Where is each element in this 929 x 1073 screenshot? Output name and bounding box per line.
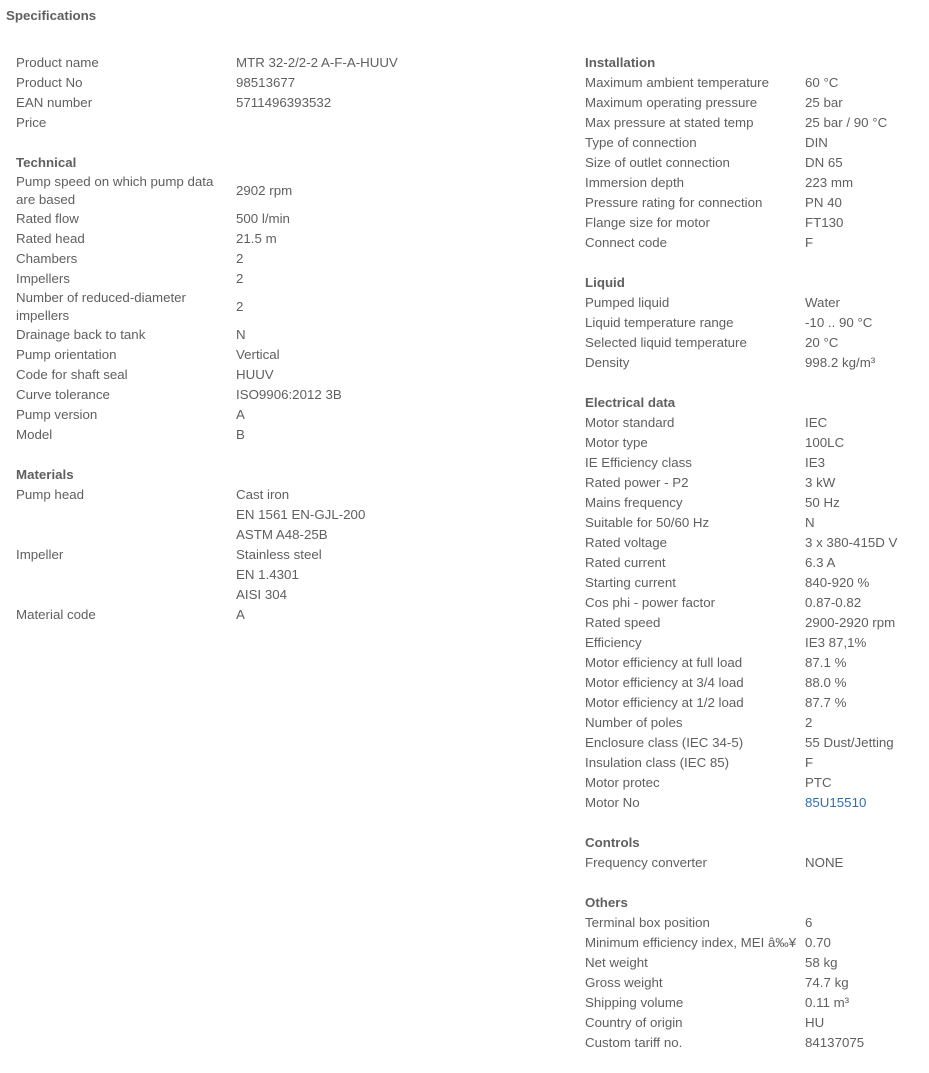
spec-value: ISO9906:2012 3B: [236, 387, 342, 402]
spec-row: [585, 233, 925, 253]
section-title-liquid: Liquid: [585, 275, 625, 290]
spec-label: Rated power - P2: [585, 475, 689, 490]
spec-value: 20 °C: [805, 335, 839, 350]
spec-value: PN 40: [805, 195, 842, 210]
spec-value: 98513677: [236, 75, 296, 90]
spec-row: [585, 573, 925, 593]
spec-row: [16, 365, 556, 385]
spec-label: Chambers: [16, 251, 78, 266]
spec-value: A: [236, 607, 245, 622]
spec-row: [16, 405, 556, 425]
spec-label: Pump orientation: [16, 347, 117, 362]
spec-row: [585, 993, 925, 1013]
spec-value: 3 kW: [805, 475, 836, 490]
right-column: [585, 53, 925, 1073]
spec-label: Motor protec: [585, 775, 660, 790]
spec-label: Rated speed: [585, 615, 661, 630]
spec-label: Motor standard: [585, 415, 675, 430]
spec-row: [585, 113, 925, 133]
spec-value: 55 Dust/Jetting: [805, 735, 894, 750]
spec-value: N: [805, 515, 815, 530]
spec-row: [585, 513, 925, 533]
spec-label: Connect code: [585, 235, 668, 250]
section-title-technical: Technical: [16, 155, 77, 170]
spec-label: Liquid temperature range: [585, 315, 734, 330]
liquid-section: [585, 273, 925, 373]
spec-value: PTC: [805, 775, 832, 790]
spec-row: [16, 605, 556, 625]
section-title-materials: Materials: [16, 467, 74, 482]
spec-row: [585, 153, 925, 173]
spec-label: Material code: [16, 607, 96, 622]
spec-row: [585, 713, 925, 733]
spec-value: 50 Hz: [805, 495, 840, 510]
spec-row: [16, 173, 556, 209]
spec-row: [585, 853, 925, 873]
spec-row: [585, 653, 925, 673]
spec-row: [585, 473, 925, 493]
spec-row: [585, 593, 925, 613]
spec-label: Terminal box position: [585, 915, 710, 930]
spec-row: [585, 213, 925, 233]
spec-value: MTR 32-2/2-2 A-F-A-HUUV: [236, 55, 398, 70]
spec-row: [585, 953, 925, 973]
others-section: [585, 893, 925, 1053]
spec-label: Price: [16, 115, 47, 130]
spec-row: [585, 173, 925, 193]
spec-row: [16, 249, 556, 269]
spec-value: Vertical: [236, 347, 280, 362]
spec-value: IE3 87,1%: [805, 635, 867, 650]
spec-row: [16, 229, 556, 249]
spec-label: Code for shaft seal: [16, 367, 128, 382]
spec-label: Size of outlet connection: [585, 155, 730, 170]
spec-label: Flange size for motor: [585, 215, 710, 230]
spec-label: Selected liquid temperature: [585, 335, 747, 350]
spec-value: IEC: [805, 415, 828, 430]
spec-row: [585, 633, 925, 653]
spec-label: Motor efficiency at 1/2 load: [585, 695, 744, 710]
spec-label: Immersion depth: [585, 175, 685, 190]
spec-row: [585, 1033, 925, 1053]
spec-label: Product No: [16, 75, 83, 90]
spec-label: Impellers: [16, 271, 70, 286]
spec-label: Rated head: [16, 231, 85, 246]
page-title: Specifications: [6, 8, 97, 23]
spec-label: EAN number: [16, 95, 93, 110]
spec-label: Impeller: [16, 547, 64, 562]
spec-row: [16, 565, 556, 585]
spec-row: [585, 93, 925, 113]
spec-row: [585, 673, 925, 693]
spec-value: IE3: [805, 455, 825, 470]
spec-value: EN 1.4301: [236, 567, 299, 582]
spec-label: Pressure rating for connection: [585, 195, 763, 210]
spec-label: Net weight: [585, 955, 648, 970]
technical-section: [16, 153, 556, 445]
spec-row: [585, 493, 925, 513]
spec-label: Curve tolerance: [16, 387, 110, 402]
spec-value: 0.70: [805, 935, 831, 950]
spec-label: Enclosure class (IEC 34-5): [585, 735, 744, 750]
spec-value: Water: [805, 295, 840, 310]
spec-row: [16, 53, 556, 73]
spec-label: Shipping volume: [585, 995, 684, 1010]
spec-value: 0.87-0.82: [805, 595, 862, 610]
spec-value: 87.1 %: [805, 655, 847, 670]
spec-value: 5711496393532: [236, 95, 332, 110]
spec-label: Country of origin: [585, 1015, 683, 1030]
spec-value: B: [236, 427, 245, 442]
spec-row: [585, 733, 925, 753]
spec-label: Rated current: [585, 555, 666, 570]
left-column: [16, 53, 556, 645]
spec-value: 2: [236, 251, 244, 266]
spec-value: 87.7 %: [805, 695, 847, 710]
spec-label: Minimum efficiency index, MEI â‰¥: [585, 935, 797, 950]
spec-row: [585, 753, 925, 773]
spec-row: [585, 73, 925, 93]
spec-label: Insulation class (IEC 85): [585, 755, 730, 770]
spec-value: 2900-2920 rpm: [805, 615, 896, 630]
spec-value: AISI 304: [236, 587, 288, 602]
spec-value: 74.7 kg: [805, 975, 849, 990]
spec-label: Motor efficiency at full load: [585, 655, 743, 670]
spec-value: Stainless steel: [236, 547, 322, 562]
spec-row: [585, 413, 925, 433]
spec-row: [585, 353, 925, 373]
general-section: [16, 53, 556, 133]
spec-row: [16, 289, 556, 325]
electrical-section: [585, 393, 925, 813]
spec-value: 998.2 kg/m³: [805, 355, 876, 370]
spec-value: 88.0 %: [805, 675, 847, 690]
spec-row: [16, 113, 556, 133]
spec-label: Pumped liquid: [585, 295, 670, 310]
materials-section: [16, 465, 556, 625]
spec-label: IE Efficiency class: [585, 455, 692, 470]
spec-value: FT130: [805, 215, 844, 230]
spec-label: Rated voltage: [585, 535, 668, 550]
section-title-installation: Installation: [585, 55, 656, 70]
spec-value: DIN: [805, 135, 828, 150]
spec-row: [16, 73, 556, 93]
spec-value-link[interactable]: 85U15510: [805, 795, 867, 810]
spec-value: 60 °C: [805, 75, 839, 90]
spec-row: [16, 545, 556, 565]
section-title-others: Others: [585, 895, 628, 910]
spec-value: ASTM A48-25B: [236, 527, 328, 542]
spec-value: EN 1561 EN-GJL-200: [236, 507, 366, 522]
spec-value: 3 x 380-415D V: [805, 535, 898, 550]
spec-value: 25 bar: [805, 95, 843, 110]
spec-label: Suitable for 50/60 Hz: [585, 515, 710, 530]
spec-value: 6.3 A: [805, 555, 836, 570]
spec-value: HUUV: [236, 367, 274, 382]
spec-row: [585, 933, 925, 953]
spec-value: F: [805, 755, 814, 770]
spec-label: Rated flow: [16, 211, 79, 226]
spec-label: Density: [585, 355, 630, 370]
spec-row: [585, 973, 925, 993]
spec-value: 25 bar / 90 °C: [805, 115, 888, 130]
spec-row: [585, 533, 925, 553]
spec-value: N: [236, 327, 246, 342]
spec-label: Cos phi - power factor: [585, 595, 716, 610]
spec-value: 2: [236, 271, 244, 286]
spec-row: [16, 269, 556, 289]
spec-value: NONE: [805, 855, 844, 870]
spec-label: Mains frequency: [585, 495, 683, 510]
spec-label: Number of reduced-diameter impellers: [16, 290, 186, 323]
spec-label: Number of poles: [585, 715, 683, 730]
spec-value: HU: [805, 1015, 825, 1030]
spec-row: [585, 773, 925, 793]
spec-value: F: [805, 235, 814, 250]
spec-row: [16, 385, 556, 405]
spec-value: 2: [236, 299, 244, 314]
section-title-controls: Controls: [585, 835, 640, 850]
spec-label: Maximum ambient temperature: [585, 75, 770, 90]
spec-row: [585, 333, 925, 353]
controls-section: [585, 833, 925, 873]
spec-value: A: [236, 407, 245, 422]
spec-row: [16, 425, 556, 445]
spec-label: Custom tariff no.: [585, 1035, 683, 1050]
spec-label: Starting current: [585, 575, 676, 590]
spec-row: [585, 1013, 925, 1033]
spec-value: 223 mm: [805, 175, 854, 190]
spec-row: [585, 293, 925, 313]
spec-value: -10 .. 90 °C: [805, 315, 873, 330]
spec-value: 100LC: [805, 435, 845, 450]
spec-row: [585, 313, 925, 333]
spec-label: Max pressure at stated temp: [585, 115, 754, 130]
spec-value: 2: [805, 715, 813, 730]
spec-value: 6: [805, 915, 813, 930]
spec-row: [585, 133, 925, 153]
spec-label: Drainage back to tank: [16, 327, 146, 342]
spec-row: [585, 453, 925, 473]
spec-value: 500 l/min: [236, 211, 290, 226]
spec-row: [585, 553, 925, 573]
spec-row: [16, 209, 556, 229]
spec-row: [16, 525, 556, 545]
spec-row: [16, 325, 556, 345]
spec-row: [16, 505, 556, 525]
spec-value: 58 kg: [805, 955, 838, 970]
spec-value: Cast iron: [236, 487, 290, 502]
section-title-electrical: Electrical data: [585, 395, 676, 410]
spec-label: Gross weight: [585, 975, 663, 990]
spec-label: Motor efficiency at 3/4 load: [585, 675, 744, 690]
spec-label: Motor No: [585, 795, 640, 810]
spec-row: [16, 585, 556, 605]
spec-row: [585, 693, 925, 713]
spec-row: [585, 793, 925, 813]
spec-label: Efficiency: [585, 635, 642, 650]
spec-row: [585, 613, 925, 633]
spec-row: [585, 913, 925, 933]
spec-row: [16, 93, 556, 113]
spec-value: 21.5 m: [236, 231, 277, 246]
spec-row: [16, 485, 556, 505]
spec-value: 84137075: [805, 1035, 865, 1050]
installation-section: [585, 53, 925, 253]
spec-value: 0.11 m³: [805, 995, 850, 1010]
spec-label: Motor type: [585, 435, 648, 450]
spec-label: Type of connection: [585, 135, 697, 150]
spec-value: DN 65: [805, 155, 843, 170]
spec-label: Frequency converter: [585, 855, 707, 870]
spec-label: Pump speed on which pump data are based: [16, 174, 214, 207]
spec-row: [585, 433, 925, 453]
spec-label: Pump version: [16, 407, 98, 422]
spec-value: 2902 rpm: [236, 183, 293, 198]
spec-label: Maximum operating pressure: [585, 95, 758, 110]
spec-row: [16, 345, 556, 365]
spec-label: Pump head: [16, 487, 85, 502]
spec-value: 840-920 %: [805, 575, 870, 590]
spec-label: Product name: [16, 55, 99, 70]
spec-label: Model: [16, 427, 53, 442]
spec-row: [585, 193, 925, 213]
